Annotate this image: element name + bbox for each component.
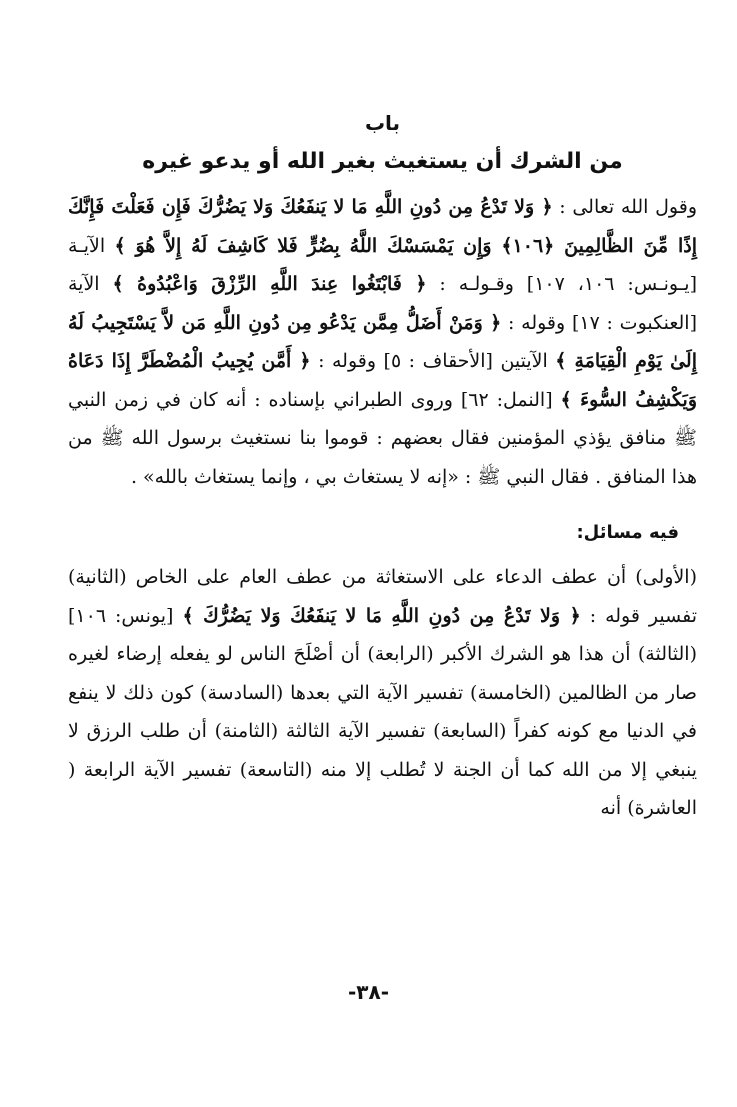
masail-paragraph	[68, 558, 697, 828]
chapter-heading: باب	[364, 111, 401, 135]
main-paragraph	[68, 188, 697, 496]
masail-text-2: [يونس: ١٠٦] (الثالثة) أن هذا هو الشرك الأكبر (الرابعة) أن أصْلَحَ الناس لو يفعله إرضاء لغيره صار من الظالمين (الخامسة) تفسير الآية التي بعدها (السادسة) كون ذلك لا ينفع في الدنيا مع كونه كفراً (السابعة) تفسير الآية الثالثة (الثامنة) أن طلب الرزق لا ينبغي إلا من الله كما أن الجنة لا تُطلب إلا منه (التاسعة) تفسير الآية الرابعة ( العاشرة) أنه	[68, 604, 697, 819]
page-number: -٣٨-	[347, 980, 390, 1004]
masail-text-1: (الأولى) أن عطف الدعاء على الاستغاثة من عطف العام على الخاص (الثانية) تفسير قوله :	[68, 566, 697, 627]
chapter-title: من الشرك أن يستغيث بغير الله أو يدعو غيره	[142, 149, 623, 174]
reference-3: الآيتين [الأحقاف : ٥] وقوله :	[310, 350, 556, 372]
page-content	[68, 108, 697, 1107]
reference-2: الآية [العنكبوت : ١٧] وقوله :	[68, 273, 697, 334]
quran-verse-3: ﴿ وَمَنْ أَضَلُّ مِمَّن يَدْعُو مِن دُونِ اللَّهِ مَن لاَّ يَسْتَجِيبُ لَهُ إِلَىٰ يَوْمِ الْقِيَامَةِ ﴾	[68, 311, 698, 372]
masail-verse: ﴿ وَلا تَدْعُ مِن دُونِ اللَّهِ مَا لا يَنفَعُكَ وَلا يَضُرُّكَ ﴾	[182, 604, 581, 627]
quran-verse-2: ﴿ فَابْتَغُوا عِندَ اللَّهِ الرِّزْقَ وَاعْبُدُوهُ ﴾	[112, 273, 427, 295]
masail-heading: فيه مسائل:	[576, 522, 679, 543]
quran-verse-4: ﴿ أَمَّن يُجِيبُ الْمُضْطَرَّ إِذَا دَعَاهُ وَيَكْشِفُ السُّوءَ ﴾	[68, 350, 697, 411]
quran-verse-1: ﴿ وَلا تَدْعُ مِن دُونِ اللَّهِ مَا لا يَنفَعُكَ وَلا يَضُرُّكَ فَإِن فَعَلْتَ فَإِنَّكَ إِذًا مِّنَ الظَّالِمِينَ ﴿١٠٦﴾ وَإِن يَمْسَسْكَ اللَّهُ بِضُرٍّ فَلا كَاشِفَ لَهُ إِلاَّ هُوَ ﴾	[68, 196, 697, 257]
intro-text: وقول الله تعالى :	[552, 196, 697, 218]
reference-1: الآيـة [يـونـس: ١٠٦، ١٠٧] وقـولـه :	[68, 234, 697, 295]
reference-4: [النمل: ٦٢] وروى الطبراني بإسناده : أنه كان في زمن النبي ﷺ منافق يؤذي المؤمنين فقال بعضهم : قوموا بنا نستغيث برسول الله ﷺ من هذا المنافق . فقال النبي ﷺ : «إنه لا يستغاث بي ، وإنما يستغاث بالله» .	[68, 388, 697, 488]
